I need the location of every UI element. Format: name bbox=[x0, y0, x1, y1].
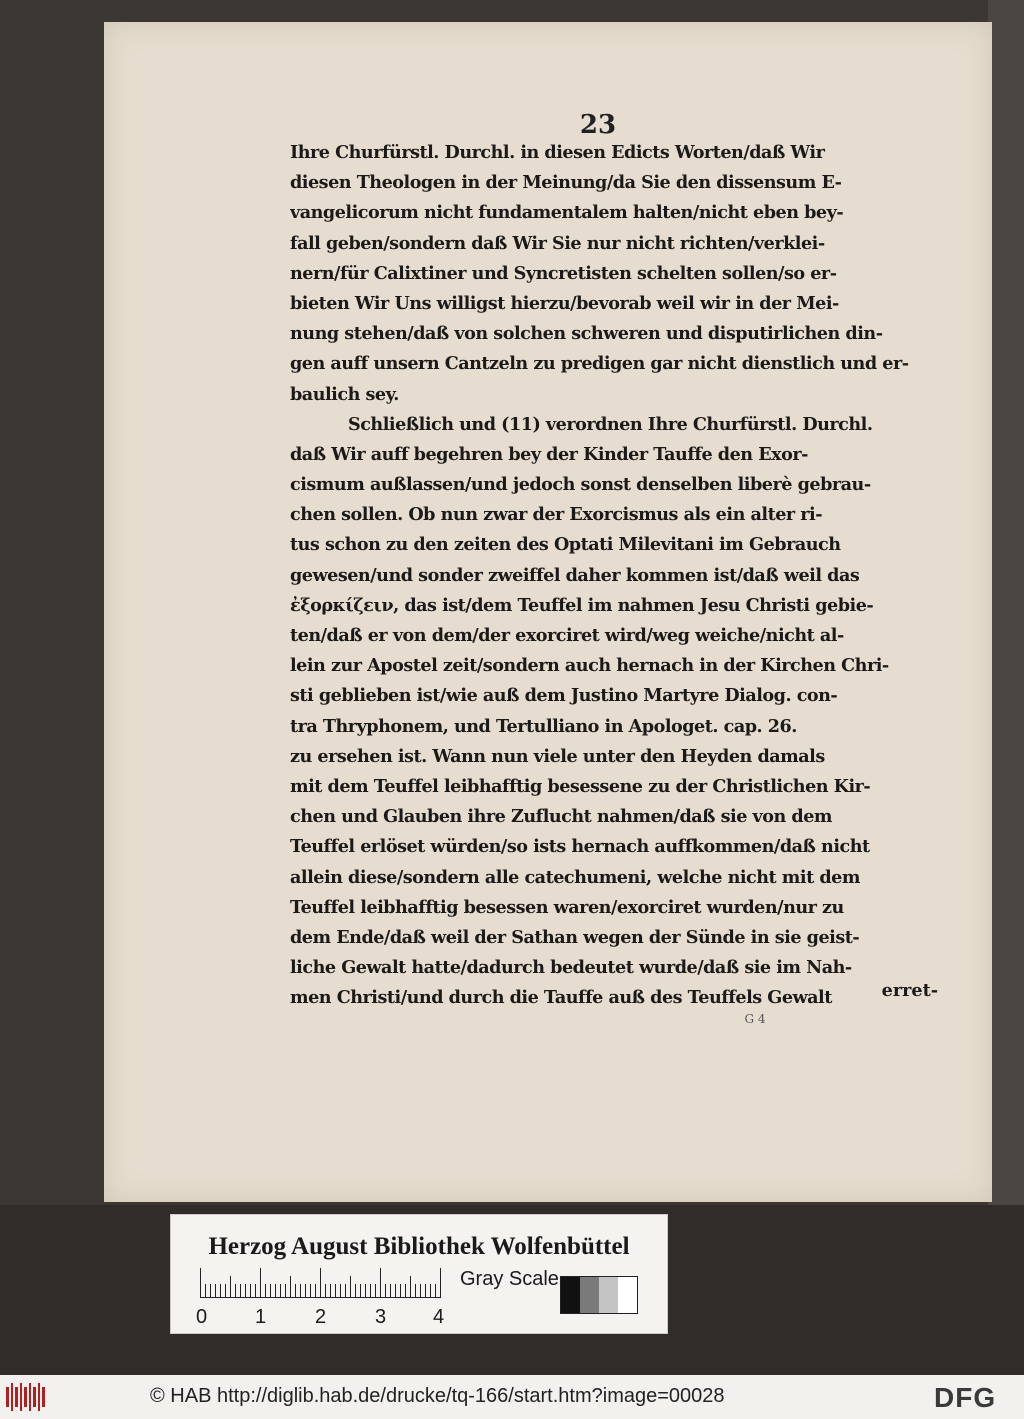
ruler-number: 2 bbox=[315, 1306, 327, 1328]
text-line: fall geben/sondern daß Wir Sie nur nicht richten/verklei- bbox=[290, 232, 825, 254]
text-line: sti geblieben ist/wie auß dem Justino Martyre Dialog. con- bbox=[290, 685, 838, 707]
ruler-tick bbox=[305, 1284, 306, 1298]
ruler-tick bbox=[295, 1284, 296, 1298]
ruler-number: 4 bbox=[433, 1306, 445, 1328]
ruler-tick bbox=[260, 1268, 261, 1298]
ruler-tick bbox=[280, 1284, 281, 1298]
text-line: Ihre Churfürstl. Durchl. in diesen Edicts Worten/daß Wir bbox=[290, 142, 825, 163]
ruler-tick bbox=[205, 1284, 206, 1298]
ruler-tick bbox=[395, 1284, 396, 1298]
gray-swatch bbox=[561, 1277, 580, 1313]
ruler-tick bbox=[285, 1284, 286, 1298]
ruler-tick bbox=[335, 1284, 336, 1298]
text-line: nern/für Calixtiner und Syncretisten schelten sollen/so er- bbox=[290, 262, 837, 284]
ruler-tick bbox=[220, 1284, 221, 1298]
grayscale-label: Gray Scale bbox=[460, 1268, 559, 1290]
signature-mark: G 4 bbox=[744, 1012, 766, 1026]
text-line: chen und Glauben ihre Zuflucht nahmen/daß sie von dem bbox=[290, 806, 833, 828]
footer-bar bbox=[0, 1375, 1024, 1419]
ruler-tick bbox=[435, 1284, 436, 1298]
ruler-tick bbox=[315, 1284, 316, 1298]
text-line: Teuffel erlöset würden/so ists hernach auffkommen/daß nicht bbox=[290, 836, 870, 858]
ruler-tick bbox=[325, 1284, 326, 1298]
ruler-tick bbox=[270, 1284, 271, 1298]
ruler-tick bbox=[415, 1284, 416, 1298]
ruler-tick bbox=[440, 1268, 441, 1298]
ruler-tick bbox=[350, 1276, 351, 1298]
ruler-tick bbox=[390, 1284, 391, 1298]
ruler-tick bbox=[405, 1284, 406, 1298]
ruler-baseline bbox=[200, 1297, 441, 1298]
library-name: Herzog August Bibliothek Wolfenbüttel bbox=[208, 1233, 630, 1260]
ruler-tick bbox=[290, 1276, 291, 1298]
ruler-number: 3 bbox=[375, 1306, 387, 1328]
text-line: bieten Wir Uns willigst hierzu/bevorab weil wir in der Mei- bbox=[290, 292, 839, 314]
ruler-tick bbox=[215, 1284, 216, 1298]
ruler-number: 0 bbox=[196, 1306, 208, 1328]
text-line: men Christi/und durch die Tauffe auß des Teuffels Gewalt bbox=[290, 987, 832, 1009]
text-line: zu ersehen ist. Wann nun viele unter den Heyden damals bbox=[290, 745, 825, 767]
ruler-tick bbox=[340, 1284, 341, 1298]
text-line: mit dem Teuffel leibhafftig besessene zu der Christlichen Kir- bbox=[290, 775, 871, 797]
ruler-tick bbox=[275, 1284, 276, 1298]
ruler-tick bbox=[235, 1284, 236, 1298]
page-text bbox=[290, 138, 940, 1013]
ruler-tick bbox=[360, 1284, 361, 1298]
ruler-tick bbox=[225, 1284, 226, 1298]
grayscale-strip bbox=[560, 1276, 638, 1314]
ruler-tick bbox=[385, 1284, 386, 1298]
text-line: gewesen/und sonder zweiffel daher kommen ist/daß weil das bbox=[290, 564, 860, 586]
text-line: allein diese/sondern alle catechumeni, welche nicht mit dem bbox=[290, 866, 860, 888]
ruler-tick bbox=[425, 1284, 426, 1298]
ruler-tick bbox=[375, 1284, 376, 1298]
ruler-tick bbox=[310, 1284, 311, 1298]
text-line: baulich sey. bbox=[290, 383, 399, 405]
gray-swatch bbox=[599, 1277, 618, 1313]
ruler-tick bbox=[330, 1284, 331, 1298]
ruler-tick bbox=[300, 1284, 301, 1298]
ruler-number: 1 bbox=[255, 1306, 267, 1328]
text-line: nung stehen/daß von solchen schweren und disputirlichen din- bbox=[290, 323, 883, 345]
text-line: Schließlich und (11) verordnen Ihre Churfürstl. Durchl. bbox=[348, 413, 873, 435]
ruler-tick bbox=[200, 1268, 201, 1298]
ruler-tick bbox=[420, 1284, 421, 1298]
ruler bbox=[200, 1268, 450, 1298]
text-line: cismum außlassen/und jedoch sonst denselben liberè gebrau- bbox=[290, 474, 871, 496]
ruler-tick bbox=[250, 1284, 251, 1298]
ruler-tick bbox=[370, 1284, 371, 1298]
text-line: daß Wir auff begehren bey der Kinder Tauffe den Exor- bbox=[290, 443, 808, 465]
text-line: chen sollen. Ob nun zwar der Exorcismus als ein alter ri- bbox=[290, 504, 823, 526]
book-edge bbox=[988, 0, 1024, 1205]
ruler-tick bbox=[400, 1284, 401, 1298]
dfg-logo: DFG bbox=[934, 1382, 997, 1413]
text-line: vangelicorum nicht fundamentalem halten/nicht eben bey- bbox=[290, 202, 844, 224]
barcode-icon bbox=[6, 1383, 48, 1411]
ruler-tick bbox=[255, 1284, 256, 1298]
text-line: liche Gewalt hatte/dadurch bedeutet wurde/daß sie im Nah- bbox=[290, 957, 852, 979]
gray-swatch bbox=[618, 1277, 637, 1313]
copyright-link[interactable]: © HAB http://diglib.hab.de/drucke/tq-166/start.htm?image=00028 bbox=[150, 1385, 725, 1407]
text-line: gen auff unsern Cantzeln zu predigen gar nicht dienstlich und er- bbox=[290, 353, 909, 375]
text-line: dem Ende/daß weil der Sathan wegen der Sünde in sie geist- bbox=[290, 926, 860, 948]
ruler-tick bbox=[230, 1276, 231, 1298]
ruler-tick bbox=[355, 1284, 356, 1298]
text-line: diesen Theologen in der Meinung/da Sie den dissensum E- bbox=[290, 172, 842, 194]
ruler-tick bbox=[410, 1276, 411, 1298]
ruler-tick bbox=[380, 1268, 381, 1298]
ruler-tick bbox=[345, 1284, 346, 1298]
gray-swatch bbox=[580, 1277, 599, 1313]
text-line: tus schon zu den zeiten des Optati Milevitani im Gebrauch bbox=[290, 534, 841, 556]
text-line: ten/daß er von dem/der exorciret wird/weg weiche/nicht al- bbox=[290, 625, 844, 646]
ruler-tick bbox=[240, 1284, 241, 1298]
text-line: tra Thryphonem, und Tertulliano in Apologet. cap. 26. bbox=[290, 715, 797, 737]
ruler-tick bbox=[210, 1284, 211, 1298]
text-line: ἐξορκίζειν, das ist/dem Teuffel im nahmen Jesu Christi gebie- bbox=[290, 594, 874, 616]
ruler-tick bbox=[265, 1284, 266, 1298]
text-line: lein zur Apostel zeit/sondern auch hernach in der Kirchen Chri- bbox=[290, 655, 889, 677]
page-number: 23 bbox=[579, 110, 617, 140]
ruler-tick bbox=[430, 1284, 431, 1298]
ruler-tick bbox=[365, 1284, 366, 1298]
text-line: Teuffel leibhafftig besessen waren/exorciret wurden/nur zu bbox=[290, 896, 844, 918]
catchword: erret- bbox=[881, 980, 938, 1001]
ruler-tick bbox=[320, 1268, 321, 1298]
ruler-tick bbox=[245, 1284, 246, 1298]
